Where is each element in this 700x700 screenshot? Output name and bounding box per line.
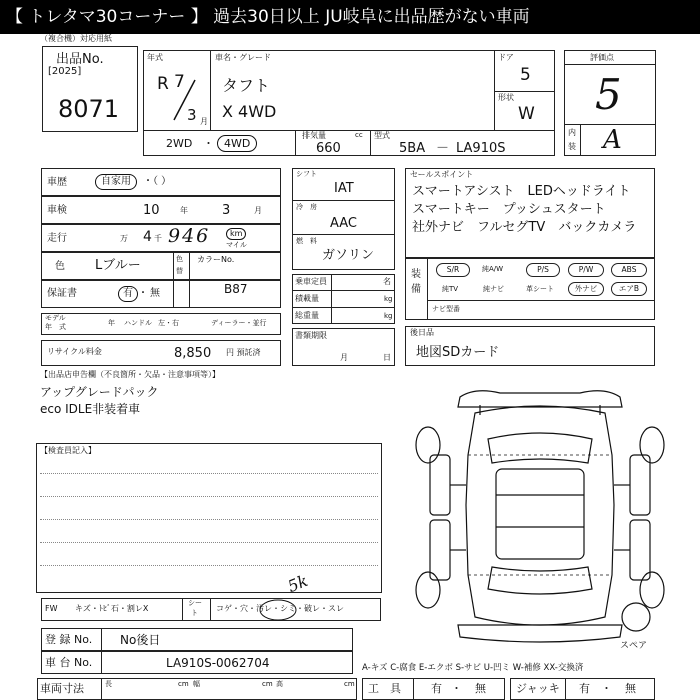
model-grade: X 4WD [222,102,277,121]
aircon-value: AAC [330,216,357,231]
equip-ps: P/S [526,263,560,277]
shape-label: 形状 [498,93,514,102]
mileage-label: 走行 [47,233,67,244]
jack-sep: ・ [601,682,612,695]
inspection-m: 月 [254,206,262,215]
handle-label: ハンドル [124,319,152,327]
equip-abs: ABS [611,263,647,277]
dims-label: 車両寸法 [40,682,84,695]
equip-navi: 純ナビ [483,285,504,293]
aircon-label: 冷 房 [296,203,317,211]
legend-text: A-キズ C-腐食 E-エクボ S-サビ U-凹ミ W-補修 XX-交換済 [362,663,584,673]
fuel-label: 燃 料 [296,237,317,245]
recycle-value: 8,850 [174,346,212,361]
car-diagram [400,385,680,650]
inspection-y: 年 [180,206,188,215]
handle-options: 左・右 [158,319,179,327]
weight-label: 総重量 [295,311,319,320]
interior-value: A [603,125,622,155]
color-label: 色 [55,261,65,272]
score-value: 5 [595,70,622,119]
tools-no: 無 [475,682,486,695]
type-prefix: 5BA [399,141,426,156]
seat-text: コゲ・穴・汚レ・シミ・破レ・スレ [216,604,344,613]
docs-month: 月 [340,353,348,362]
chassis-label: 車 台 No. [45,656,93,669]
warranty-box [41,280,281,308]
tools-label: 工 具 [368,682,401,695]
color-code: B87 [224,282,248,296]
interior-label-2: 装 [568,142,576,151]
equip-tv: 純TV [442,285,459,293]
year-month-unit: 月 [200,117,208,126]
reg-label: 登 録 No. [45,633,93,646]
history-choice: 自家用 [95,174,137,190]
dims-width: 幅 [193,680,200,688]
inspector-label: 【検査員記入】 [40,446,96,455]
mileage-sen: 千 [154,234,162,243]
year-month: 3 [187,106,197,124]
hand-mark: 5k [284,571,311,597]
modelyear-label-1: モデル [45,314,66,322]
door-label: ドア [498,53,514,62]
stain-circle [258,597,298,623]
after-value: 地図SDカード [416,345,500,360]
warranty-label: 保証書 [47,288,77,299]
inspection-month: 3 [222,203,231,218]
model-label: 車名・グレード [215,53,271,62]
shift-value: IAT [334,181,354,196]
weight-unit: kg [384,312,393,320]
mileage-value: 946 [168,225,211,247]
recycle-unit: 円 預託済 [226,348,261,357]
docs-label: 書類期限 [295,331,327,340]
equip-sr: S/R [436,263,470,277]
spare-label: スペア [620,641,648,651]
dims-length-cm: cm [178,680,189,688]
notes-label: 【出品店申告欄（不良箇所・欠品・注意事項等）】 [40,370,220,379]
equip-leather: 革シート [526,285,554,293]
after-label: 後日品 [410,328,434,337]
seat-label-2: ト [191,609,198,617]
fw-label: FW [45,604,58,613]
warranty-yes: 有 [118,286,138,302]
color-box [41,252,281,280]
dims-height: 高 [276,680,283,688]
year-label: 年式 [147,53,163,62]
dims-width-cm: cm [262,680,273,688]
door-value: 5 [520,65,531,85]
disp-label: 排気量 [302,131,326,140]
color-change-2: 替 [176,267,183,275]
warranty-no: 無 [150,288,160,299]
mileage-man: 万 [120,234,128,243]
color-code-label: カラーNo. [197,255,235,264]
modelyear-label-2: 年 式 [45,323,66,331]
tools-sep: ・ [451,682,462,695]
fuel-value: ガソリン [322,248,375,263]
capacity-label: 乗車定員 [295,277,327,286]
sales-line-1: スマートアシスト LEDヘッドライト [412,184,631,199]
lot-number: 8071 [58,95,120,123]
equip-aw: 純A/W [482,265,504,273]
drive-2wd: 2WD [166,137,193,150]
load-unit: kg [384,295,393,303]
dims-length: 長 [105,680,112,688]
inspection-label: 車検 [47,205,67,216]
dealer-options: ディーラー・並行 [211,319,267,327]
drive-sep: ・ [203,137,214,150]
history-rest: ・（ ） [143,176,172,187]
model-name: タフト [222,76,271,95]
modelyear-nen: 年 [108,319,115,327]
jack-no: 無 [625,682,636,695]
color-change-1: 色 [176,255,183,263]
load-label: 積載量 [295,294,319,303]
sales-line-2: スマートキー プッシュスタート [412,202,606,217]
chassis-value: LA910S-0062704 [166,656,270,670]
disp-value: 660 [316,141,341,156]
banner: 【 トレタマ30コーナー 】 過去30日以上 JU岐阜に出品歴がない車両 [0,0,700,34]
jack-label: ジャッキ [516,682,560,695]
navi-model-label: ナビ型番 [432,305,460,313]
color-value: Lブルー [95,258,141,273]
year-tag: [2025] [48,66,82,77]
year-num: 7 [174,72,185,92]
type-label: 型式 [374,131,390,140]
reg-value: No後日 [120,633,161,647]
mileage-unit2: マイル [226,241,247,249]
notes-line-1: アップグレードパック [40,385,159,399]
equip-airbag: エアB [611,282,647,296]
capacity-unit: 名 [383,277,391,286]
equip-label-2: 備 [411,284,421,295]
history-label: 車歴 [47,177,67,188]
tools-yes: 有 [431,682,442,695]
interior-label-1: 内 [568,128,576,137]
equip-label-1: 装 [411,269,421,280]
jack-yes: 有 [579,682,590,695]
inspection-year: 10 [143,203,160,218]
recycle-label: リサイクル料金 [47,347,102,356]
shift-label: シフト [296,170,317,178]
sales-label: セールスポイント [410,170,474,179]
mileage-unit: km [226,228,246,240]
disp-cc: cc [355,131,363,139]
notes-line-2: eco IDLE非装着車 [40,402,141,416]
lot-label: 出品No. [56,52,104,67]
drive-4wd: 4WD [217,135,257,152]
type-code: LA910S [456,141,506,156]
warranty-sep: ・ [138,288,148,299]
inspection-box [41,196,281,224]
dims-height-cm: cm [344,680,355,688]
fw-text: キズ・ﾄﾋﾞ石・割レX [75,604,149,613]
year-era: R [157,74,169,94]
seat-label-1: シー [188,599,202,607]
shape-value: W [518,104,535,124]
equip-ext-navi: 外ナビ [568,282,604,296]
mileage-digit: 4 [143,229,152,245]
type-dash: － [436,141,450,156]
score-label: 評価点 [590,53,614,62]
equip-pw: P/W [568,263,604,277]
docs-day: 日 [383,353,391,362]
inspector-box [36,443,382,597]
sales-line-3: 社外ナビ フルセグTV バックカメラ [412,220,637,235]
form-subtitle: （複合機）対応用紙 [40,34,112,43]
